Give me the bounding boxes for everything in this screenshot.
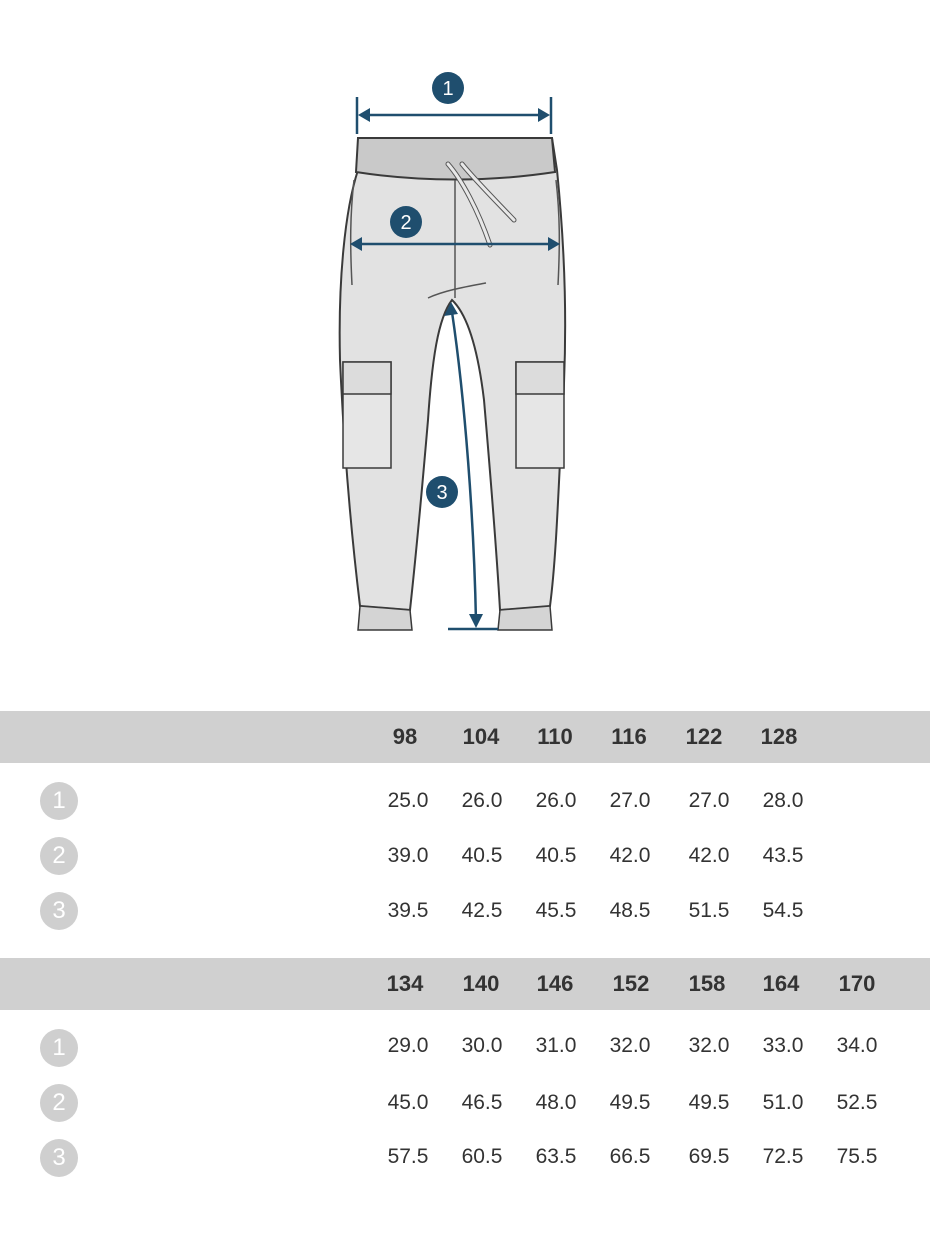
size-label: 104 [462,724,500,749]
badge-3 [426,476,458,508]
size-label: 152 [612,971,650,996]
table-cell: 27.0 [688,789,730,812]
cargo-flap-right [516,362,564,394]
size-label: 128 [760,724,798,749]
table-cell: 25.0 [387,789,429,812]
table-cell: 72.5 [762,1145,804,1168]
size-label: 140 [462,971,500,996]
table-cell: 29.0 [387,1034,429,1057]
table-cell: 42.0 [688,844,730,867]
table-cell: 42.5 [461,899,503,922]
table-cell: 31.0 [535,1034,577,1057]
table-cell: 39.0 [387,844,429,867]
size-label: 146 [536,971,574,996]
table-cell: 28.0 [762,789,804,812]
row-badge-2: 2 [40,837,78,875]
table-cell: 46.5 [461,1091,503,1114]
size-label: 164 [762,971,800,996]
row-badge-3: 3 [40,1139,78,1177]
table-cell: 69.5 [688,1145,730,1168]
table-cell: 57.5 [387,1145,429,1168]
badge-1 [432,72,464,104]
size-label: 110 [537,724,573,749]
table-cell: 27.0 [609,789,651,812]
table-cell: 49.5 [609,1091,651,1114]
table-cell: 43.5 [762,844,804,867]
svg-text:2: 2 [400,212,412,234]
table-cell: 33.0 [762,1034,804,1057]
table-cell: 45.5 [535,899,577,922]
cuff-left [358,606,412,630]
table-cell: 32.0 [609,1034,651,1057]
table-cell: 51.0 [762,1091,804,1114]
table-cell: 51.5 [688,899,730,922]
size-label: 158 [688,971,726,996]
table-cell: 54.5 [762,899,804,922]
size-label: 134 [386,971,424,996]
table-cell: 45.0 [387,1091,429,1114]
table-cell: 48.0 [535,1091,577,1114]
table-cell: 48.5 [609,899,651,922]
size-label: 98 [392,724,418,749]
table-cell: 60.5 [461,1145,503,1168]
table-cell: 26.0 [461,789,503,812]
row-badge-1: 1 [40,782,78,820]
table-cell: 63.5 [535,1145,577,1168]
size-label: 170 [838,971,876,996]
table-cell: 39.5 [387,899,429,922]
table-cell: 34.0 [836,1034,878,1057]
size-label: 116 [611,724,647,749]
row-badge-3: 3 [40,892,78,930]
table-cell: 52.5 [836,1091,878,1114]
table-cell: 30.0 [461,1034,503,1057]
cargo-flap-left [343,362,391,394]
table-cell: 66.5 [609,1145,651,1168]
table-cell: 42.0 [609,844,651,867]
table-cell: 40.5 [461,844,503,867]
cuff-right [498,606,552,630]
row-badge-1: 1 [40,1029,78,1067]
table-cell: 75.5 [836,1145,878,1168]
size-label: 122 [685,724,723,749]
table-cell: 49.5 [688,1091,730,1114]
badge-2 [390,206,422,238]
svg-text:1: 1 [442,78,454,100]
table-cell: 32.0 [688,1034,730,1057]
table-cell: 40.5 [535,844,577,867]
table-cell: 26.0 [535,789,577,812]
svg-text:3: 3 [436,482,448,504]
row-badge-2: 2 [40,1084,78,1122]
